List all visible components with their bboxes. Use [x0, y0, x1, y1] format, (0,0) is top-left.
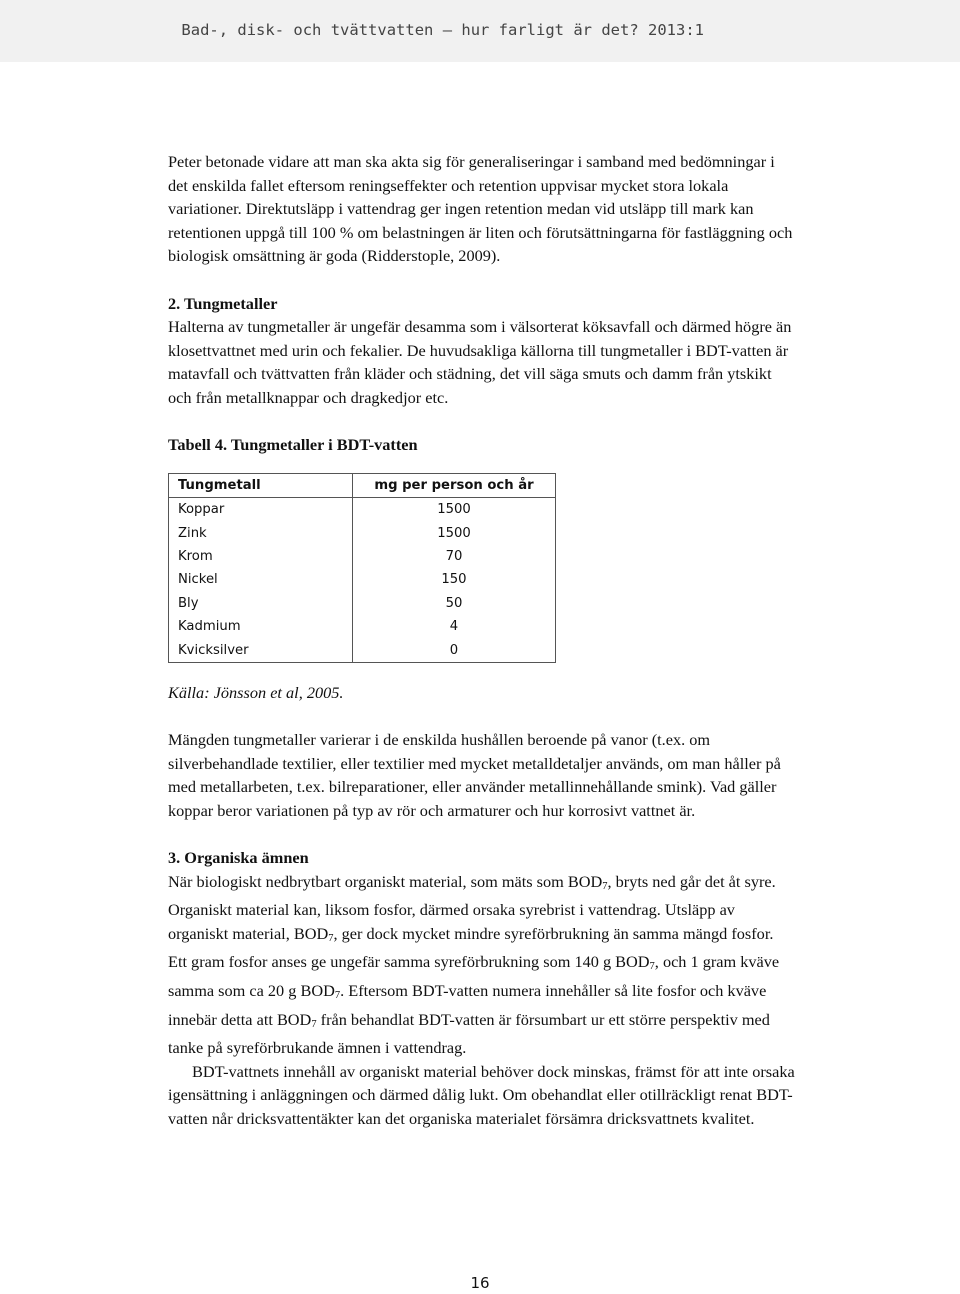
metal-amount: 0	[353, 638, 556, 662]
table-header-row	[169, 473, 556, 497]
metal-name: Koppar	[169, 498, 353, 522]
subscript: 7	[328, 932, 334, 944]
paragraph-tungmetaller: Halterna av tungmetaller är ungefär desamma som i välsorterat köksavfall och därmed högre än klosettvattnet med urin och fekalier. De huvudsakliga källorna till tungmetaller i BDT-vatten är matavfall och tvättvatten från kläder och städning, det vill säga smuts och damm från ytskikt och från metallknappar och dragkedjor etc.	[168, 317, 792, 407]
paragraph-bdt-organic: BDT-vattnets innehåll av organiskt material behöver dock minskas, främst för att inte orsaka igensättning i anläggningen och därmed dålig lukt. Om obehandlat eller otillräckligt renat BDT-vatten når dricksvattentäkter kan det organiska materialet försämra dricksvattnets kvalitet.	[168, 1061, 795, 1128]
metal-amount: 70	[353, 545, 556, 568]
text-segment: . Eftersom BDT-vatten numera innehåller så lite fosfor och kväve innebär detta att BOD	[168, 980, 767, 1029]
subscript: 7	[602, 880, 608, 892]
paragraph-organiska	[168, 870, 796, 1060]
metal-amount: 1500	[353, 522, 556, 545]
metal-amount: 150	[353, 568, 556, 591]
table-row	[169, 568, 556, 591]
page-number: 16	[470, 1274, 490, 1292]
text-segment: från behandlat BDT-vatten är försumbart ur ett större perspektiv med tanke på syreförbrukande ämnen i vattendrag.	[168, 1009, 770, 1058]
table-caption: Tabell 4. Tungmetaller i BDT-vatten	[168, 435, 418, 455]
heavy-metals-table	[168, 473, 796, 663]
metal-name: Bly	[169, 592, 353, 615]
column-header-amount: mg per person och år	[353, 473, 556, 497]
metal-amount: 50	[353, 592, 556, 615]
metal-name: Zink	[169, 522, 353, 545]
text-segment: , ger dock mycket mindre syreförbrukning än samma mängd fosfor. Ett gram fosfor anses ge ungefär samma syreförbrukning som 140 g BOD	[168, 923, 774, 972]
metal-amount: 1500	[353, 498, 556, 522]
table-row	[169, 545, 556, 568]
text-segment: När biologiskt nedbrytbart organiskt material, som mäts som BOD	[168, 871, 603, 891]
page-header	[0, 0, 960, 62]
table-row	[169, 592, 556, 615]
section-heading-tungmetaller: 2. Tungmetaller	[168, 293, 278, 313]
table-source: Källa: Jönsson et al, 2005.	[168, 682, 344, 702]
page-content	[168, 150, 796, 1131]
table-row	[169, 498, 556, 522]
table-row	[169, 615, 556, 638]
table-row	[169, 522, 556, 545]
paragraph-retention: Peter betonade vidare att man ska akta sig för generaliseringar i samband med bedömningar i det enskilda fallet eftersom reningseffekter och retention uppvisar mycket stora lokala variationer. Direktutsläpp i vattendrag ger ingen retention medan vid utsläpp till mark kan retentionen uppgå till 100 % om belastningen är liten och förutsättningarna för fastläggning och biologisk omsättning är goda (Ridderstople, 2009).	[168, 152, 793, 266]
metal-name: Nickel	[169, 568, 353, 591]
text-segment: , och 1 gram kväve samma som ca 20 g BOD	[168, 952, 780, 1000]
subscript: 7	[311, 1018, 317, 1030]
paragraph-variation: Mängden tungmetaller varierar i de enskilda hushållen beroende på vanor (t.ex. om silverbehandlade textilier, eller textilier med mycket metalldetaljer används, om man håller på med metallarbeten, t.ex. bilreparationer, eller använder metallinnehållande smink). Vad gäller koppar beror variationen på typ av rör och armaturer och hur korrosivt vattnet är.	[168, 730, 781, 820]
metal-name: Kvicksilver	[169, 638, 353, 662]
column-header-metal: Tungmetall	[169, 473, 353, 497]
subscript: 7	[334, 989, 341, 1001]
subscript: 7	[649, 961, 655, 973]
metal-amount: 4	[353, 615, 556, 638]
metal-name: Krom	[169, 545, 353, 568]
section-heading-organiska: 3. Organiska ämnen	[168, 848, 309, 867]
text-segment: , bryts ned går det åt syre. Organiskt material kan, liksom fosfor, därmed orsaka syrebrist i vattendrag. Utsläpp av organiskt material, BOD	[168, 871, 776, 943]
document-title: Bad-, disk- och tvättvatten – hur farligt är det? 2013:1	[181, 21, 704, 39]
metal-name: Kadmium	[169, 615, 353, 638]
table-row	[169, 638, 556, 662]
